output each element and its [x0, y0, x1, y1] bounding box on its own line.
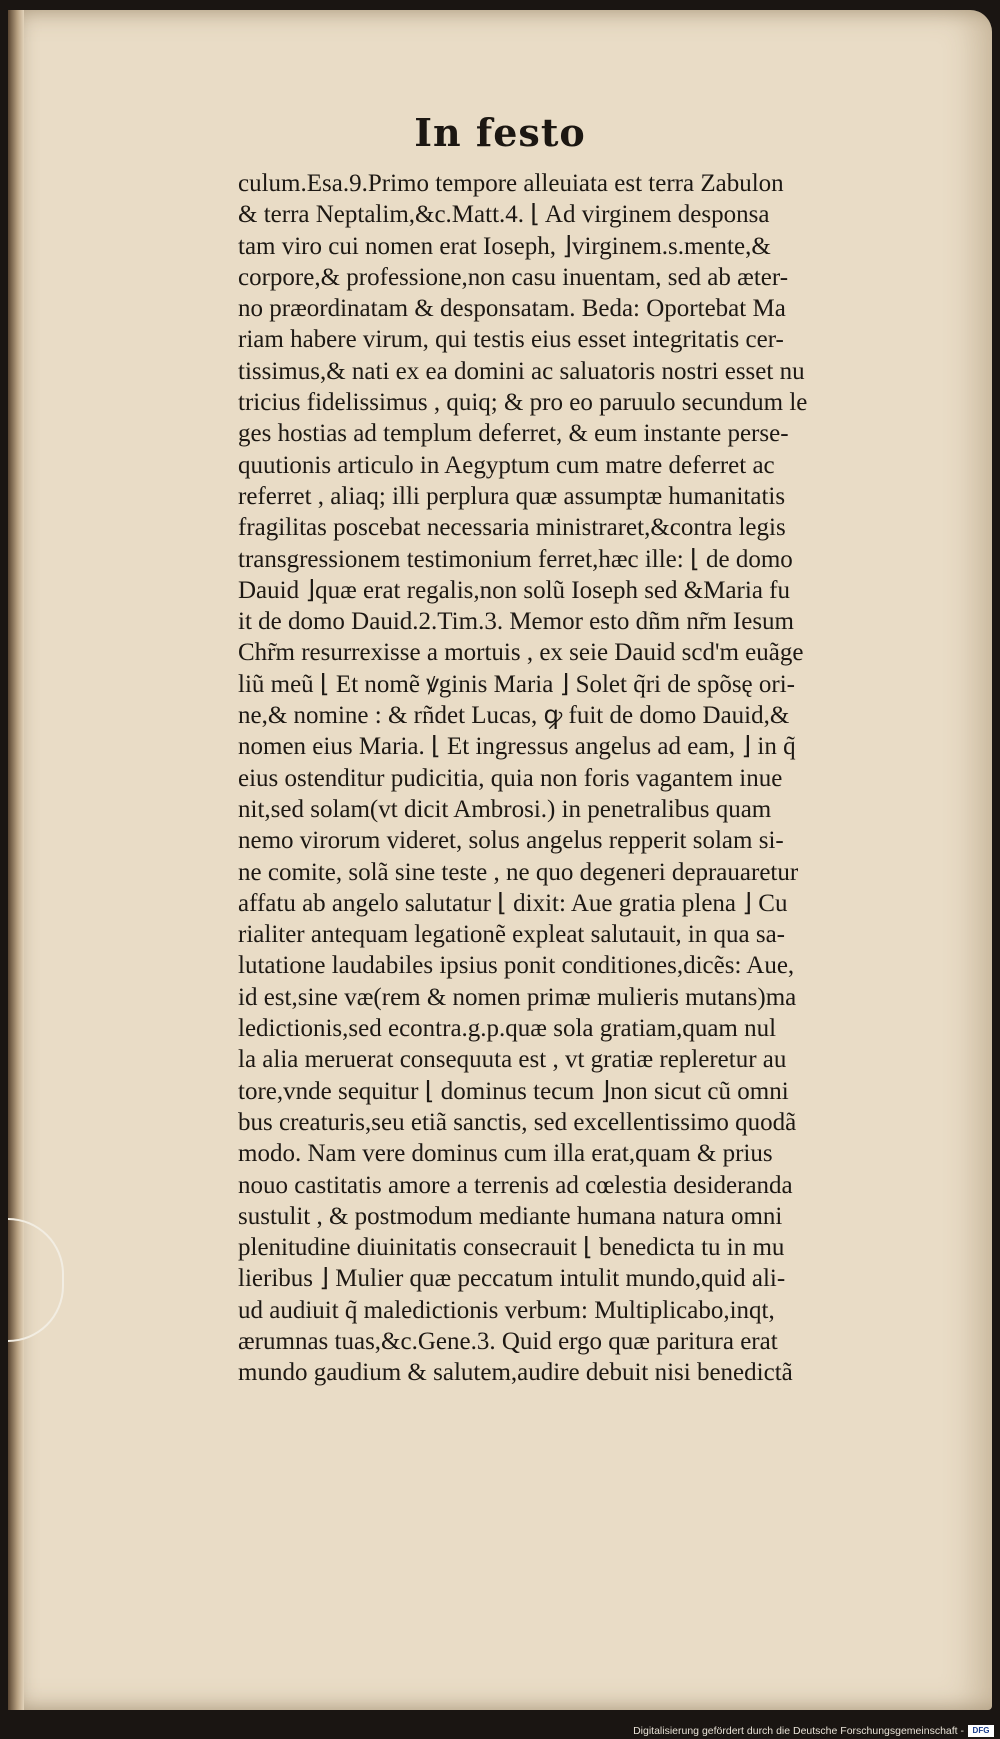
text-line: rialiter antequam legationẽ expleat salutauit, in qua sa-	[238, 921, 786, 949]
text-line: plenitudine diuinitatis consecrauit ⌊ benedicta tu in mu	[238, 1234, 785, 1262]
text-line: modo. Nam vere dominus cum illa erat,quam & prius	[238, 1140, 773, 1168]
text-line: tore,vnde sequitur ⌊ dominus tecum ⌋non sicut cũ omni	[238, 1077, 789, 1105]
text-line: corpore,& professione,non casu inuentam, sed ab æter-	[238, 263, 789, 291]
book-page	[8, 10, 992, 1710]
text-line: tricius fidelissimus , quiq; & pro eo paruulo secundum le	[238, 389, 808, 417]
text-line: ledictionis,sed econtra.g.p.quæ sola gratiam,quam nul	[238, 1015, 777, 1043]
footer-credit: Digitalisierung gefördert durch die Deutsche Forschungsgemeinschaft -	[0, 1723, 1000, 1739]
text-line: ne,& nomine : & rñdet Lucas, ꝙ fuit de domo Dauid,&	[238, 702, 790, 730]
text-line: nemo virorum videret, solus angelus repperit solam si-	[238, 827, 784, 855]
text-line: nit,sed solam(vt dicit Ambrosi.) in penetralibus quam	[238, 795, 772, 823]
text-line: transgressionem testimonium ferret,hæc ille: ⌊ de domo	[238, 545, 793, 573]
page-gutter-edge	[8, 10, 24, 1710]
text-line: la alia meruerat consequuta est , vt gratiæ repleretur au	[238, 1046, 787, 1074]
text-line: tissimus,& nati ex ea domini ac saluatoris nostri esset nu	[238, 357, 805, 385]
text-line: ges hostias ad templum deferret, & eum instante perse-	[238, 420, 789, 448]
text-line: affatu ab angelo salutatur ⌊ dixit: Aue gratia plena ⌋ Cu	[238, 889, 788, 917]
text-line: quutionis articulo in Aegyptum cum matre deferret ac	[238, 451, 775, 479]
text-line: fragilitas poscebat necessaria ministraret,&contra legis	[238, 514, 786, 542]
text-line: Chr̃m resurrexisse a mortuis , ex seie Dauid scd'm euãge	[238, 639, 804, 667]
text-line: ud audiuit q̃ maledictionis verbum: Multiplicabo,inqt,	[238, 1296, 775, 1324]
text-line: eius ostenditur pudicitia, quia non foris vagantem inue	[238, 764, 783, 792]
text-line: tam viro cui nomen erat Ioseph, ⌋virginem.s.mente,&	[238, 232, 771, 260]
text-line: nouo castitatis amore a terrenis ad cœlestia desideranda	[238, 1171, 793, 1199]
text-line: nomen eius Maria. ⌊ Et ingressus angelus ad eam, ⌋ in q̃	[238, 733, 796, 761]
body-text	[238, 168, 978, 1389]
text-line: Dauid ⌋quæ erat regalis,non solũ Ioseph sed &Maria fu	[238, 576, 790, 604]
text-line: liũ meũ ⌊ Et nomẽ ꝟginis Maria ⌋ Solet q̃ri de spõsę ori-	[238, 670, 795, 698]
text-line: ærumnas tuas,&c.Gene.3. Quid ergo quæ paritura erat	[238, 1327, 778, 1355]
text-line: riam habere virum, qui testis eius esset integritatis cer-	[238, 326, 784, 354]
text-line: no præordinatam & desponsatam. Beda: Oportebat Ma	[238, 295, 786, 323]
running-head: In festo	[414, 110, 586, 155]
text-line: culum.Esa.9.Primo tempore alleuiata est terra Zabulon	[238, 170, 784, 197]
text-line: it de domo Dauid.2.Tim.3. Memor esto dñm nr̃m Iesum	[238, 608, 794, 636]
text-line: mundo gaudium & salutem,audire debuit nisi benedictã	[238, 1359, 793, 1387]
text-line: sustulit , & postmodum mediante humana natura omni	[238, 1202, 783, 1230]
text-line: & terra Neptalim,&c.Matt.4. ⌊ Ad virginem desponsa	[238, 201, 770, 229]
text-line: id est,sine væ(rem & nomen primæ mulieris mutans)ma	[238, 983, 797, 1011]
text-line: bus creaturis,seu etiã sanctis, sed excellentissimo quodã	[238, 1108, 797, 1136]
text-line: ne comite, solã sine teste , ne quo degeneri deprauaretur	[238, 858, 799, 886]
text-line: lieribus ⌋ Mulier quæ peccatum intulit mundo,quid ali-	[238, 1265, 786, 1293]
dfg-logo: DFG	[968, 1725, 994, 1737]
text-line: lutatione laudabiles ipsius ponit conditiones,dicẽs: Aue,	[238, 952, 795, 980]
text-line: referret , aliaq; illi perplura quæ assumptæ humanitatis	[238, 482, 786, 510]
